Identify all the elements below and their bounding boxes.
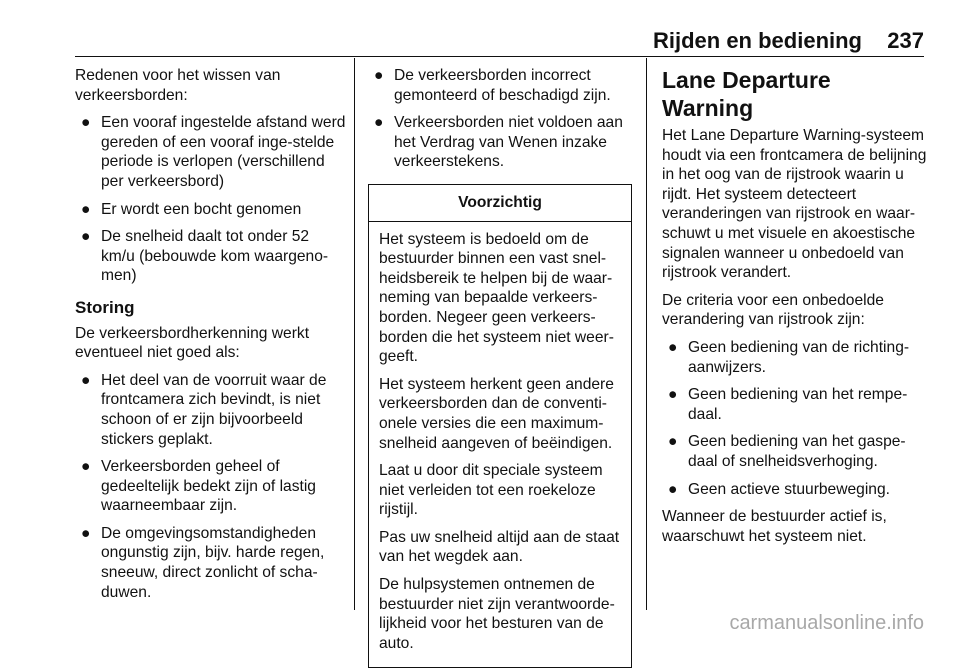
warning-paragraph: Laat u door dit speciale systeem niet verleiden tot een roekeloze rijstijl.: [379, 462, 603, 519]
warning-paragraph: Pas uw snelheid altijd aan de staat van het wegdek aan.: [379, 528, 620, 566]
bullet-icon: ●: [374, 67, 384, 84]
warning-paragraph: De hulpsystemen ontnemen de bestuurder niet zijn verantwoorde-lijkheid voor het besturen van de auto.: [379, 576, 615, 652]
warning-box: [368, 184, 632, 668]
bullet-icon: ●: [374, 114, 384, 132]
bullet-icon: ●: [668, 338, 678, 356]
column-3: [662, 66, 928, 554]
page-number: 237: [887, 28, 924, 53]
list-item: ● De omgevingsomstandigheden ongunstig zijn, bijv. harde regen, sneeuw, direct zonlicht of scha-duwen.: [81, 524, 325, 601]
paragraph: Redenen voor het wissen van verkeersborden:: [75, 67, 281, 104]
list-item: ● Verkeersborden geheel of gedeeltelijk bedekt zijn of lastig waarneembaar zijn.: [81, 458, 316, 515]
list-item: ● Het deel van de voorruit waar de frontcamera zich bevindt, is niet schoon of er zijn bijvoorbeeld stickers geplakt.: [81, 371, 327, 448]
list-item: ● Een vooraf ingestelde afstand werd gereden of een vooraf inge-stelde periode is verlopen (verschillend per verkeersbord): [81, 114, 346, 190]
page-header: [0, 26, 960, 56]
column-1: [75, 66, 347, 610]
list-item: ● Verkeersborden niet voldoen aan het Verdrag van Wenen inzake verkeerstekens.: [374, 114, 623, 171]
section-heading: Lane Departure Warning: [662, 67, 831, 121]
section-heading: Storing: [75, 297, 135, 317]
bullet-icon: ●: [668, 433, 678, 451]
list-item: ● Geen actieve stuurbeweging.: [668, 480, 890, 498]
list-item: ● De verkeersborden incorrect gemonteerd of beschadigd zijn.: [374, 67, 611, 104]
column-divider: [354, 58, 355, 610]
list-item: ● Geen bediening van de richting-aanwijzers.: [668, 338, 910, 376]
column-2: [368, 66, 634, 668]
paragraph: Wanneer de bestuurder actief is, waarschuwt het systeem niet.: [662, 508, 887, 545]
bullet-icon: ●: [81, 200, 91, 218]
column-divider: [646, 58, 647, 610]
header-rule: [75, 56, 924, 57]
warning-paragraph: Het systeem herkent geen andere verkeersborden dan de conventi-onele versies die een maximum-snelheid aangeven of beëindigen.: [379, 375, 614, 452]
paragraph: De criteria voor een onbedoelde verandering van rijstrook zijn:: [662, 291, 884, 329]
paragraph: Het Lane Departure Warning-systeem houdt via een frontcamera de belijning in het oog van de rijstrook waarin u rijdt. Het systeem detecteert veranderingen van rijstrook en waar-schuwt u met visuele en akoestische signalen wanneer u onbedoeld van rijstrook verandert.: [662, 127, 927, 282]
bullet-icon: ●: [668, 386, 678, 404]
warning-paragraph: Het systeem is bedoeld om de bestuurder binnen een vast snel-heidsbereik te helpen bij de waar-neming van bepaalde verkeers-borden. Negeer geen verkeers-borden die het systeem niet weer-geeft.: [379, 230, 614, 366]
list-item: ● De snelheid daalt tot onder 52 km/u (bebouwde kom waargeno-men): [81, 228, 329, 285]
paragraph: De verkeersbordherkenning werkt eventueel niet goed als:: [75, 324, 310, 362]
watermark: carmanualsonline.info: [729, 612, 924, 634]
warning-title: Voorzichtig: [369, 185, 631, 222]
bullet-icon: ●: [81, 228, 91, 246]
bullet-icon: ●: [81, 114, 91, 132]
section-title: Rijden en bediening: [652, 28, 862, 53]
bullet-icon: ●: [81, 371, 91, 389]
bullet-icon: ●: [81, 524, 91, 542]
warning-body: [369, 222, 631, 668]
list-item: ● Geen bediening van het rempe-daal.: [668, 386, 908, 423]
list-item: ● Geen bediening van het gaspe-daal of snelheidsverhoging.: [668, 433, 906, 470]
bullet-icon: ●: [81, 458, 91, 476]
bullet-icon: ●: [668, 480, 678, 498]
list-item: ● Er wordt een bocht genomen: [81, 200, 302, 218]
